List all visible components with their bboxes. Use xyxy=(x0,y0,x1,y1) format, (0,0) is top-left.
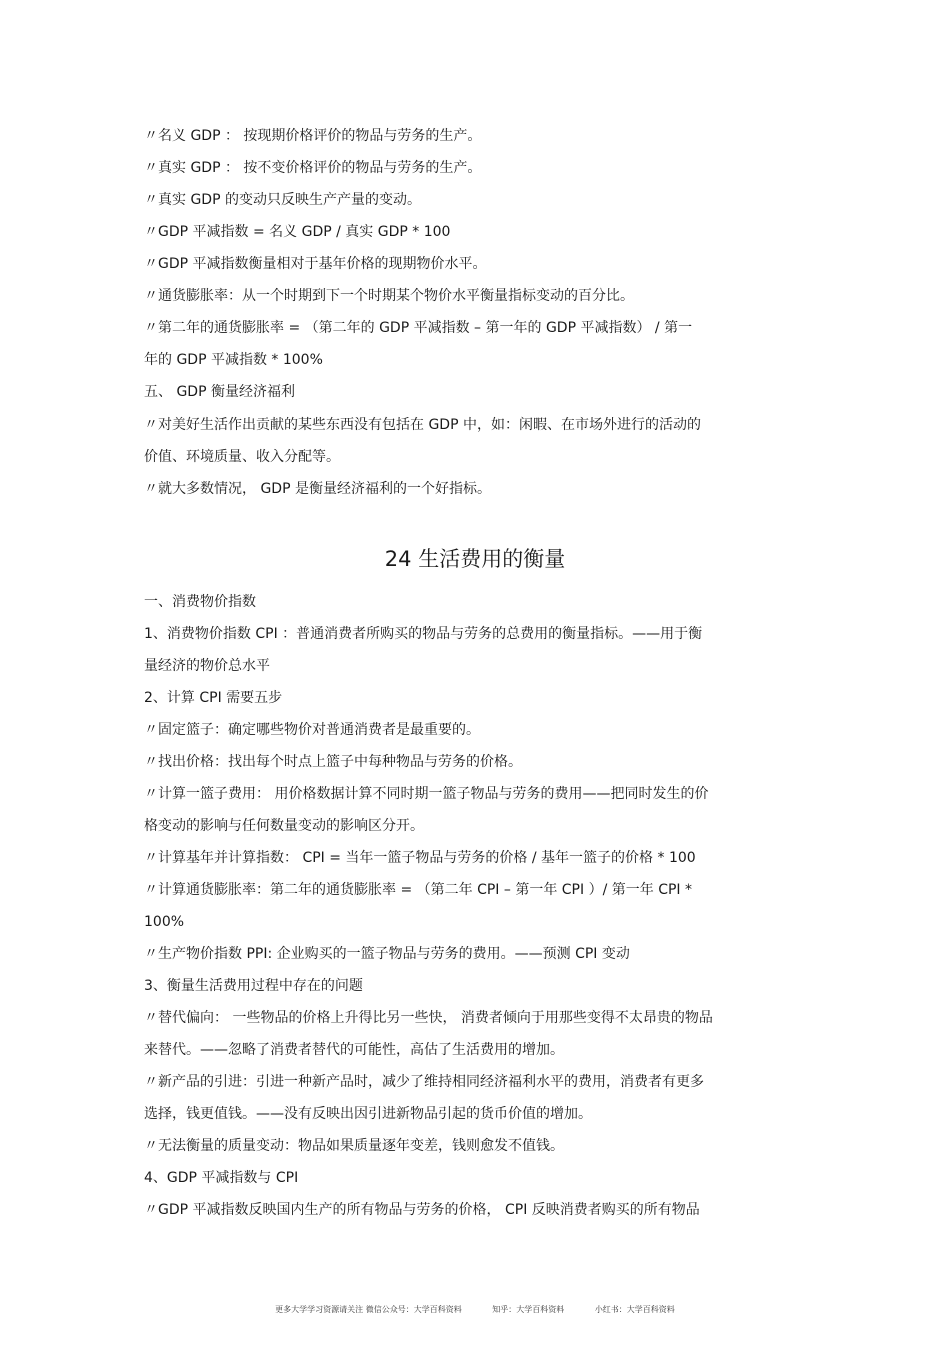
page-footer xyxy=(0,1305,950,1315)
text-line: 来替代。——忽略了消费者替代的可能性，高估了生活费用的增加。 xyxy=(144,1042,564,1058)
section-heading: 五、 GDP 衡量经济福利 xyxy=(144,384,295,400)
text-line: 〃对美好生活作出贡献的某些东西没有包括在 GDP 中，如：闲暇、在市场外进行的活动的 xyxy=(144,417,701,433)
text-line: 格变动的影响与任何数量变动的影响区分开。 xyxy=(144,818,424,834)
text-line: 1、消费物价指数 CPI ：普通消费者所购买的物品与劳务的总费用的衡量指标。——用于衡 xyxy=(144,626,703,642)
text-line: 〃找出价格：找出每个时点上篮子中每种物品与劳务的价格。 xyxy=(144,754,522,770)
text-line: 〃固定篮子：确定哪些物价对普通消费者是最重要的。 xyxy=(144,722,480,738)
text-line: 〃GDP 平减指数 = 名义 GDP / 真实 GDP * 100 xyxy=(144,224,451,240)
text-line: 100% xyxy=(144,914,185,930)
text-line: 〃名义 GDP ： 按现期价格评价的物品与劳务的生产。 xyxy=(144,128,482,144)
footer-zhihu: 知乎：大学百科资料 xyxy=(492,1305,565,1314)
text-line: 〃真实 GDP 的变动只反映生产产量的变动。 xyxy=(144,192,421,208)
text-line: 〃计算基年并计算指数： CPI = 当年一篮子物品与劳务的价格 / 基年一篮子的价格 * 100 xyxy=(144,850,696,866)
text-line: 〃生产物价指数 PPI: 企业购买的一篮子物品与劳务的费用。——预测 CPI 变动 xyxy=(144,946,630,962)
text-line: 〃替代偏向： 一些物品的价格上升得比另一些快， 消费者倾向于用那些变得不太昂贵的物品 xyxy=(144,1010,713,1026)
section-heading: 3、衡量生活费用过程中存在的问题 xyxy=(144,978,363,994)
text-line: 〃真实 GDP ： 按不变价格评价的物品与劳务的生产。 xyxy=(144,160,482,176)
chapter-title: 24 生活费用的衡量 xyxy=(384,547,566,571)
text-line: 〃GDP 平减指数反映国内生产的所有物品与劳务的价格， CPI 反映消费者购买的所有物品 xyxy=(144,1202,700,1218)
text-line: 〃计算一篮子费用： 用价格数据计算不同时期一篮子物品与劳务的费用——把同时发生的价 xyxy=(144,786,709,802)
text-line: 〃计算通货膨胀率：第二年的通货膨胀率 = （第二年 CPI – 第一年 CPI ）/ 第一年 CPI * xyxy=(144,882,692,898)
text-line: 〃通货膨胀率：从一个时期到下一个时期某个物价水平衡量指标变动的百分比。 xyxy=(144,288,634,304)
text-line: 〃无法衡量的质量变动：物品如果质量逐年变差，钱则愈发不值钱。 xyxy=(144,1138,564,1154)
text-line: 年的 GDP 平减指数 * 100% xyxy=(144,352,323,368)
text-line: 价值、环境质量、收入分配等。 xyxy=(144,449,340,465)
section-heading: 4、GDP 平减指数与 CPI xyxy=(144,1170,299,1186)
footer-xiaohongshu: 小红书：大学百科资料 xyxy=(594,1305,675,1314)
text-line: 〃第二年的通货膨胀率 = （第二年的 GDP 平减指数 – 第一年的 GDP 平减指数） / 第一 xyxy=(144,320,693,336)
text-line: 2、计算 CPI 需要五步 xyxy=(144,690,283,706)
text-line: 〃就大多数情况， GDP 是衡量经济福利的一个好指标。 xyxy=(144,481,491,497)
text-line: 量经济的物价总水平 xyxy=(144,658,270,674)
text-line: 〃新产品的引进：引进一种新产品时，减少了维持相同经济福利水平的费用，消费者有更多 xyxy=(144,1074,704,1090)
text-line: 〃GDP 平减指数衡量相对于基年价格的现期物价水平。 xyxy=(144,256,487,272)
text-line: 选择，钱更值钱。——没有反映出因引进新物品引起的货币价值的增加。 xyxy=(144,1106,592,1122)
footer-wechat: 更多大学学习资源请关注 微信公众号：大学百科资料 xyxy=(275,1305,462,1314)
section-heading: 一、消费物价指数 xyxy=(144,594,256,610)
